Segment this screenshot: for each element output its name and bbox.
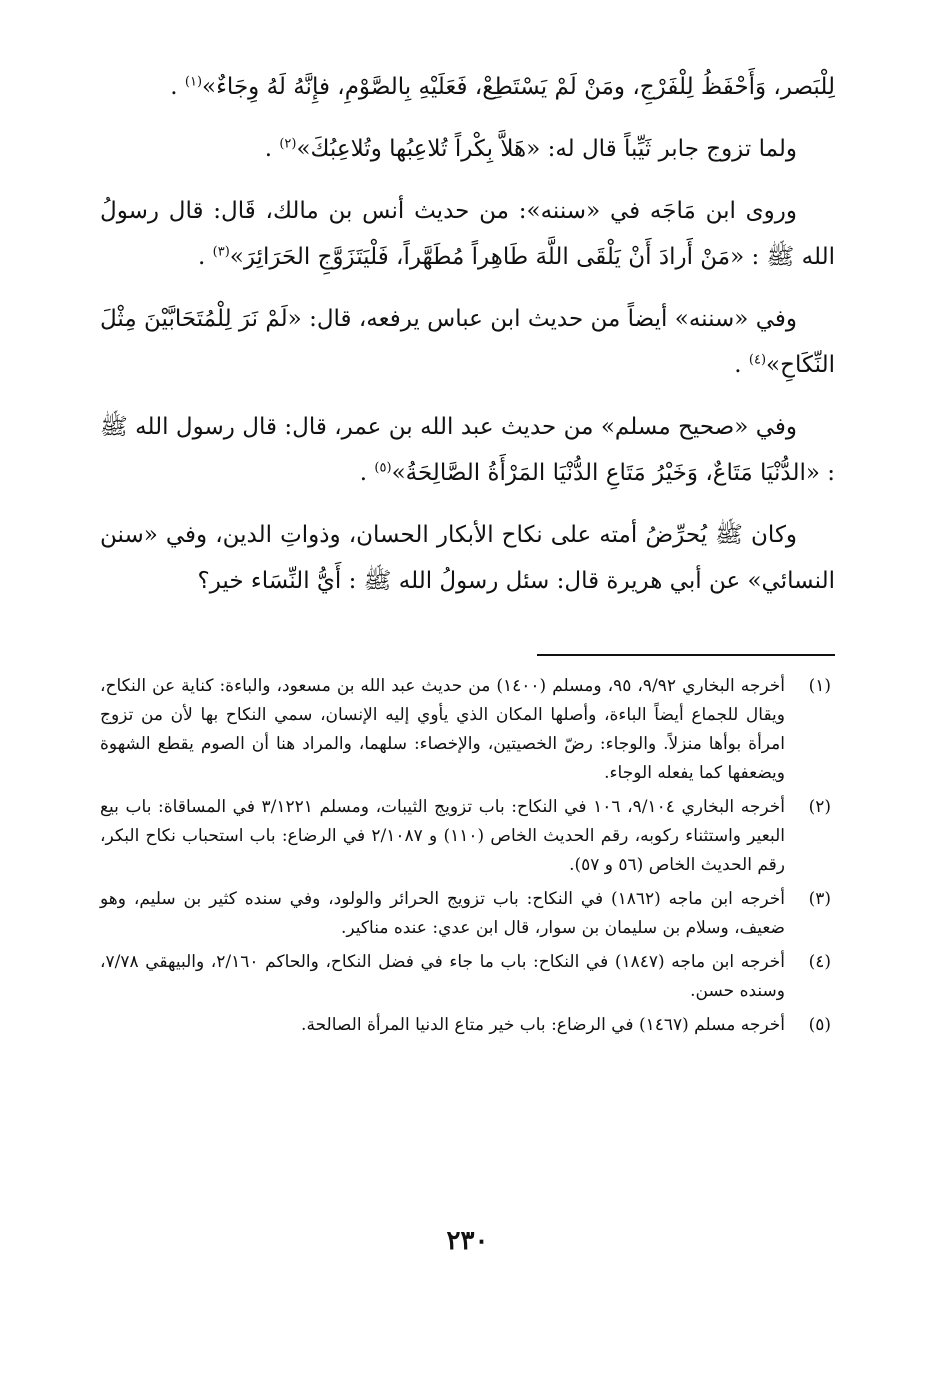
- footnote-ref: (٥): [374, 460, 392, 476]
- paragraph-text: وفي «صحيح مسلم» من حديث عبد الله بن عمر، قال: قال رسول الله ﷺ : «الدُّنْيَا مَتَاعٌ، وَخَيْرُ مَتَاعِ الدُّنْيَا المَرْأَةُ الصَّالِحَةُ»: [100, 414, 835, 486]
- paragraph-text: ولما تزوج جابر ثَيِّباً قال له: «هَلاَّ بِكْراً تُلاعِبُها وتُلاعِبُكَ»: [296, 136, 797, 162]
- paragraph: [100, 64, 835, 110]
- footnote-text: أخرجه ابن ماجه (١٨٦٢) في النكاح: باب تزويج الحرائر والولود، وفي سنده كثير بن سليم، وهو ضعيف، وسلام بن سليمان بن سوار، قال ابن عدي: عنده مناكير.: [100, 889, 785, 938]
- footnote-number: (٣): [808, 889, 831, 909]
- footnote-ref: (٤): [748, 352, 767, 368]
- paragraph-text: وروى ابن مَاجَه في «سننه»: من حديث أنس بن مالك، قَال: قال رسولُ الله ﷺ : «مَنْ أَرادَ أَنْ يَلْقَى اللَّهَ طَاهِراً مُطَهَّراً، فَلْيَتَزَوَّجِ الحَرَائِرَ»: [100, 198, 835, 270]
- footnote-ref: (٣): [212, 244, 230, 260]
- paragraph-end: .: [359, 460, 375, 486]
- footnote-ref: (٢): [279, 136, 297, 152]
- footnote-text: أخرجه مسلم (١٤٦٧) في الرضاع: باب خير متاع الدنيا المرأة الصالحة.: [301, 1015, 785, 1035]
- paragraph: [100, 126, 835, 172]
- footnote-number: (٥): [808, 1015, 831, 1035]
- footnote-text: أخرجه البخاري ٩/٩٢، ٩٥، ومسلم (١٤٠٠) من حديث عبد الله بن مسعود، والباءة: كناية عن النكاح، ويقال للجماع أيضاً الباءة، وأصلها المكان الذي يأوي إليه الإنسان، سمي النكاح بها لأن من تزوج امرأة بوأها منزلاً. والوجاء: رضّ الخصيتين، والإخصاء: سلهما، والمراد هنا أن الصوم يقطع الشهوة ويضعفها كما يفعله الوجاء.: [100, 676, 786, 783]
- main-text: [100, 64, 835, 620]
- footnote-text: أخرجه البخاري ٩/١٠٤، ١٠٦ في النكاح: باب تزويج الثيبات، ومسلم ٣/١٢٢١ في المساقاة: باب بيع البعير واستثناء ركوبه، رقم الحديث الخاص (١١٠) و ٢/١٠٨٧ في الرضاع: باب استحباب نكاح البكر، رقم الحديث الخاص (٥٦ و ٥٧).: [100, 797, 785, 875]
- paragraph-end: .: [734, 352, 749, 378]
- footnote-item: [100, 948, 835, 1006]
- paragraph-end: .: [264, 136, 280, 162]
- footnote-number: (٤): [808, 952, 831, 972]
- paragraph: [100, 296, 835, 388]
- footnote-number: (٢): [808, 797, 831, 817]
- footnote-text: أخرجه ابن ماجه (١٨٤٧) في النكاح: باب ما جاء في فضل النكاح، والحاكم ٢/١٦٠، والبيهقي ٧/٧٨، وسنده حسن.: [100, 952, 785, 1001]
- page-number: ٢٣٠: [446, 1226, 489, 1256]
- footnote-separator: [537, 654, 835, 656]
- paragraph-text: وكان ﷺ يُحرِّضُ أمته على نكاح الأبكار الحسان، وذواتِ الدين، وفي «سنن النسائي» عن أبي هريرة قال: سئل رسولُ الله ﷺ : أَيُّ النِّسَاء خير؟: [100, 522, 835, 594]
- paragraph: [100, 188, 835, 280]
- paragraph: [100, 404, 835, 496]
- paragraph: [100, 512, 835, 604]
- footnote-ref: (١): [184, 74, 203, 90]
- footnote-number: (١): [808, 676, 831, 696]
- footnote-item: [100, 885, 835, 943]
- footnote-item: [100, 672, 835, 788]
- paragraph-text: وفي «سننه» أيضاً من حديث ابن عباس يرفعه، قال: «لَمْ نَرَ لِلْمُتَحَابَّيْنَ مِثْلَ النِّكَاحِ»: [100, 306, 835, 378]
- paragraph-text: لِلْبَصر، وَأَحْفَظُ لِلْفَرْجِ، ومَنْ لَمْ يَسْتَطِعْ، فَعَلَيْهِ بِالصَّوْمِ، فإِنَّهُ لَهُ وِجَاءٌ»: [202, 74, 835, 100]
- paragraph-end: .: [170, 74, 185, 100]
- footnote-item: [100, 793, 835, 880]
- footnote-item: [100, 1011, 835, 1040]
- paragraph-end: .: [198, 244, 213, 270]
- footnotes: [100, 672, 835, 1045]
